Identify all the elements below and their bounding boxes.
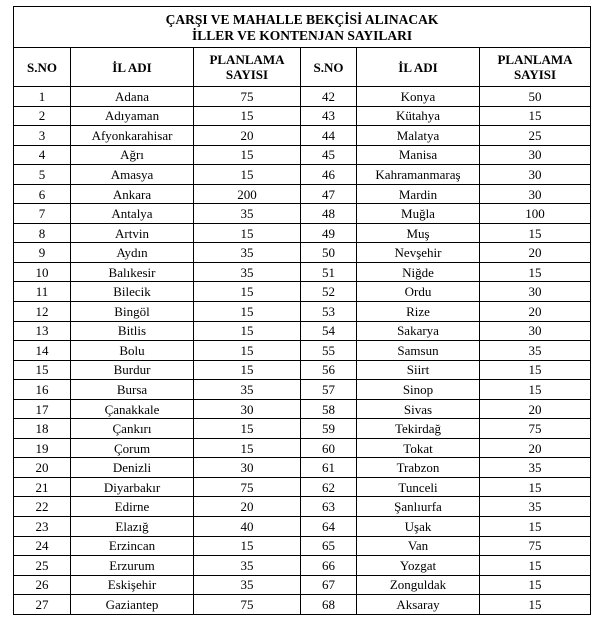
cell-il-left: Bilecik xyxy=(71,282,194,302)
cell-sno-right: 64 xyxy=(301,517,357,537)
cell-planlama-left: 15 xyxy=(194,106,301,126)
cell-planlama-right: 15 xyxy=(480,517,591,537)
cell-sno-left: 11 xyxy=(14,282,71,302)
cell-sno-left: 9 xyxy=(14,243,71,263)
cell-planlama-left: 15 xyxy=(194,536,301,556)
table-row xyxy=(14,126,591,146)
cell-il-right: Tekirdağ xyxy=(357,419,480,439)
cell-planlama-right: 35 xyxy=(480,341,591,361)
cell-il-right: Nevşehir xyxy=(357,243,480,263)
table-row xyxy=(14,399,591,419)
cell-sno-right: 60 xyxy=(301,438,357,458)
cell-il-right: Trabzon xyxy=(357,458,480,478)
header-planlama-line-2: SAYISI xyxy=(225,67,269,82)
cell-planlama-right: 30 xyxy=(480,165,591,185)
header-il-adi-left: İL ADI xyxy=(71,48,194,87)
table-row xyxy=(14,87,591,107)
cell-planlama-left: 35 xyxy=(194,575,301,595)
cell-sno-left: 25 xyxy=(14,556,71,576)
table-title-line-1: ÇARŞI VE MAHALLE BEKÇİSİ ALINACAK xyxy=(165,11,439,27)
cell-sno-right: 52 xyxy=(301,282,357,302)
cell-sno-right: 54 xyxy=(301,321,357,341)
cell-planlama-right: 75 xyxy=(480,419,591,439)
cell-sno-right: 48 xyxy=(301,204,357,224)
cell-planlama-left: 15 xyxy=(194,165,301,185)
cell-planlama-left: 30 xyxy=(194,458,301,478)
cell-sno-left: 3 xyxy=(14,126,71,146)
cell-sno-right: 58 xyxy=(301,399,357,419)
cell-sno-right: 44 xyxy=(301,126,357,146)
table-row xyxy=(14,477,591,497)
quota-table-container xyxy=(13,6,590,615)
cell-planlama-left: 35 xyxy=(194,556,301,576)
cell-planlama-right: 30 xyxy=(480,184,591,204)
cell-il-left: Adana xyxy=(71,87,194,107)
cell-planlama-right: 15 xyxy=(480,595,591,615)
cell-il-right: Ordu xyxy=(357,282,480,302)
cell-il-left: Aydın xyxy=(71,243,194,263)
cell-il-right: Kahramanmaraş xyxy=(357,165,480,185)
cell-planlama-left: 20 xyxy=(194,126,301,146)
cell-il-left: Erzincan xyxy=(71,536,194,556)
table-row xyxy=(14,419,591,439)
cell-sno-right: 63 xyxy=(301,497,357,517)
cell-sno-right: 45 xyxy=(301,145,357,165)
cell-planlama-left: 20 xyxy=(194,497,301,517)
cell-sno-left: 23 xyxy=(14,517,71,537)
cell-sno-left: 8 xyxy=(14,223,71,243)
cell-sno-right: 43 xyxy=(301,106,357,126)
cell-sno-right: 65 xyxy=(301,536,357,556)
cell-planlama-right: 15 xyxy=(480,223,591,243)
cell-il-right: Sakarya xyxy=(357,321,480,341)
cell-planlama-left: 15 xyxy=(194,282,301,302)
cell-il-left: Ağrı xyxy=(71,145,194,165)
cell-il-left: Eskişehir xyxy=(71,575,194,595)
table-row xyxy=(14,517,591,537)
cell-il-left: Denizli xyxy=(71,458,194,478)
cell-il-right: Mardin xyxy=(357,184,480,204)
table-row xyxy=(14,595,591,615)
cell-il-left: Amasya xyxy=(71,165,194,185)
cell-planlama-left: 15 xyxy=(194,145,301,165)
table-row xyxy=(14,556,591,576)
header-planlama-left xyxy=(194,48,301,87)
cell-il-right: Niğde xyxy=(357,262,480,282)
cell-il-left: Artvin xyxy=(71,223,194,243)
table-row xyxy=(14,282,591,302)
cell-sno-left: 18 xyxy=(14,419,71,439)
cell-planlama-left: 35 xyxy=(194,243,301,263)
table-row xyxy=(14,360,591,380)
header-sno-left: S.NO xyxy=(14,48,71,87)
cell-sno-right: 55 xyxy=(301,341,357,361)
cell-sno-left: 21 xyxy=(14,477,71,497)
cell-il-left: Edirne xyxy=(71,497,194,517)
cell-planlama-left: 35 xyxy=(194,204,301,224)
cell-sno-left: 7 xyxy=(14,204,71,224)
cell-sno-left: 12 xyxy=(14,302,71,322)
cell-sno-right: 57 xyxy=(301,380,357,400)
table-title xyxy=(14,7,591,48)
cell-planlama-left: 75 xyxy=(194,477,301,497)
cell-sno-left: 5 xyxy=(14,165,71,185)
cell-planlama-left: 15 xyxy=(194,321,301,341)
cell-sno-right: 62 xyxy=(301,477,357,497)
cell-il-right: Muğla xyxy=(357,204,480,224)
cell-planlama-right: 15 xyxy=(480,575,591,595)
cell-il-left: Gaziantep xyxy=(71,595,194,615)
cell-il-right: Konya xyxy=(357,87,480,107)
cell-il-left: Bursa xyxy=(71,380,194,400)
cell-planlama-right: 15 xyxy=(480,556,591,576)
cell-il-left: Balıkesir xyxy=(71,262,194,282)
cell-planlama-right: 100 xyxy=(480,204,591,224)
cell-planlama-right: 20 xyxy=(480,438,591,458)
cell-il-right: Uşak xyxy=(357,517,480,537)
cell-planlama-right: 50 xyxy=(480,87,591,107)
cell-sno-right: 49 xyxy=(301,223,357,243)
table-row xyxy=(14,184,591,204)
table-row xyxy=(14,106,591,126)
cell-planlama-left: 30 xyxy=(194,399,301,419)
cell-planlama-right: 20 xyxy=(480,302,591,322)
table-row xyxy=(14,204,591,224)
cell-sno-right: 68 xyxy=(301,595,357,615)
cell-planlama-left: 15 xyxy=(194,341,301,361)
header-planlama-right xyxy=(480,48,591,87)
cell-planlama-left: 200 xyxy=(194,184,301,204)
cell-il-right: Aksaray xyxy=(357,595,480,615)
table-row xyxy=(14,497,591,517)
cell-planlama-right: 35 xyxy=(480,458,591,478)
header-sno-right: S.NO xyxy=(301,48,357,87)
cell-planlama-right: 30 xyxy=(480,145,591,165)
table-row xyxy=(14,380,591,400)
cell-planlama-left: 15 xyxy=(194,360,301,380)
cell-sno-right: 51 xyxy=(301,262,357,282)
table-row xyxy=(14,321,591,341)
table-row xyxy=(14,165,591,185)
cell-il-left: Antalya xyxy=(71,204,194,224)
cell-il-right: Yozgat xyxy=(357,556,480,576)
cell-il-right: Malatya xyxy=(357,126,480,146)
cell-sno-right: 53 xyxy=(301,302,357,322)
cell-sno-left: 20 xyxy=(14,458,71,478)
cell-sno-left: 13 xyxy=(14,321,71,341)
cell-planlama-left: 15 xyxy=(194,223,301,243)
cell-il-right: Manisa xyxy=(357,145,480,165)
cell-planlama-right: 30 xyxy=(480,321,591,341)
cell-planlama-left: 35 xyxy=(194,380,301,400)
cell-planlama-left: 75 xyxy=(194,87,301,107)
cell-sno-right: 46 xyxy=(301,165,357,185)
cell-il-right: Tokat xyxy=(357,438,480,458)
cell-planlama-right: 35 xyxy=(480,497,591,517)
quota-table xyxy=(13,6,591,615)
cell-il-right: Sivas xyxy=(357,399,480,419)
table-row xyxy=(14,243,591,263)
table-row xyxy=(14,262,591,282)
table-body xyxy=(14,87,591,615)
table-row xyxy=(14,438,591,458)
table-row xyxy=(14,145,591,165)
cell-planlama-right: 20 xyxy=(480,399,591,419)
cell-il-right: Zonguldak xyxy=(357,575,480,595)
cell-sno-left: 27 xyxy=(14,595,71,615)
cell-il-left: Çanakkale xyxy=(71,399,194,419)
table-row xyxy=(14,341,591,361)
cell-il-right: Van xyxy=(357,536,480,556)
cell-planlama-left: 15 xyxy=(194,419,301,439)
cell-planlama-right: 15 xyxy=(480,106,591,126)
header-il-adi-right: İL ADI xyxy=(357,48,480,87)
table-row xyxy=(14,575,591,595)
cell-planlama-right: 15 xyxy=(480,380,591,400)
cell-sno-left: 16 xyxy=(14,380,71,400)
cell-planlama-right: 15 xyxy=(480,262,591,282)
cell-planlama-left: 75 xyxy=(194,595,301,615)
cell-il-right: Samsun xyxy=(357,341,480,361)
cell-planlama-left: 40 xyxy=(194,517,301,537)
cell-sno-left: 19 xyxy=(14,438,71,458)
table-row xyxy=(14,536,591,556)
cell-planlama-right: 30 xyxy=(480,282,591,302)
header-planlama-line-1: PLANLAMA xyxy=(497,52,573,67)
cell-sno-right: 50 xyxy=(301,243,357,263)
table-row xyxy=(14,302,591,322)
cell-il-right: Şanlıurfa xyxy=(357,497,480,517)
cell-planlama-left: 15 xyxy=(194,438,301,458)
table-row xyxy=(14,223,591,243)
cell-sno-left: 1 xyxy=(14,87,71,107)
cell-il-left: Elazığ xyxy=(71,517,194,537)
cell-il-right: Rize xyxy=(357,302,480,322)
cell-il-left: Adıyaman xyxy=(71,106,194,126)
cell-il-right: Sinop xyxy=(357,380,480,400)
cell-sno-left: 24 xyxy=(14,536,71,556)
cell-sno-left: 2 xyxy=(14,106,71,126)
cell-sno-left: 6 xyxy=(14,184,71,204)
cell-sno-right: 47 xyxy=(301,184,357,204)
cell-sno-right: 66 xyxy=(301,556,357,576)
cell-planlama-right: 15 xyxy=(480,477,591,497)
cell-il-left: Bolu xyxy=(71,341,194,361)
cell-planlama-right: 75 xyxy=(480,536,591,556)
cell-il-left: Diyarbakır xyxy=(71,477,194,497)
cell-il-right: Siirt xyxy=(357,360,480,380)
cell-sno-left: 26 xyxy=(14,575,71,595)
cell-il-left: Afyonkarahisar xyxy=(71,126,194,146)
cell-il-right: Kütahya xyxy=(357,106,480,126)
cell-sno-left: 4 xyxy=(14,145,71,165)
header-row xyxy=(14,48,591,87)
header-planlama-line-2: SAYISI xyxy=(513,67,557,82)
cell-planlama-left: 35 xyxy=(194,262,301,282)
table-row xyxy=(14,458,591,478)
cell-il-left: Çankırı xyxy=(71,419,194,439)
cell-sno-right: 59 xyxy=(301,419,357,439)
cell-il-left: Çorum xyxy=(71,438,194,458)
cell-sno-right: 61 xyxy=(301,458,357,478)
cell-planlama-right: 20 xyxy=(480,243,591,263)
cell-planlama-right: 15 xyxy=(480,360,591,380)
cell-sno-left: 22 xyxy=(14,497,71,517)
cell-il-left: Bitlis xyxy=(71,321,194,341)
cell-il-left: Erzurum xyxy=(71,556,194,576)
cell-sno-left: 15 xyxy=(14,360,71,380)
header-planlama-line-1: PLANLAMA xyxy=(209,52,285,67)
cell-sno-left: 17 xyxy=(14,399,71,419)
table-title-line-2: İLLER VE KONTENJAN SAYILARI xyxy=(191,27,413,43)
cell-il-left: Ankara xyxy=(71,184,194,204)
cell-planlama-left: 15 xyxy=(194,302,301,322)
cell-sno-right: 56 xyxy=(301,360,357,380)
cell-il-right: Muş xyxy=(357,223,480,243)
cell-sno-left: 14 xyxy=(14,341,71,361)
cell-il-left: Bingöl xyxy=(71,302,194,322)
cell-sno-left: 10 xyxy=(14,262,71,282)
cell-il-right: Tunceli xyxy=(357,477,480,497)
cell-planlama-right: 25 xyxy=(480,126,591,146)
cell-sno-right: 67 xyxy=(301,575,357,595)
cell-sno-right: 42 xyxy=(301,87,357,107)
cell-il-left: Burdur xyxy=(71,360,194,380)
